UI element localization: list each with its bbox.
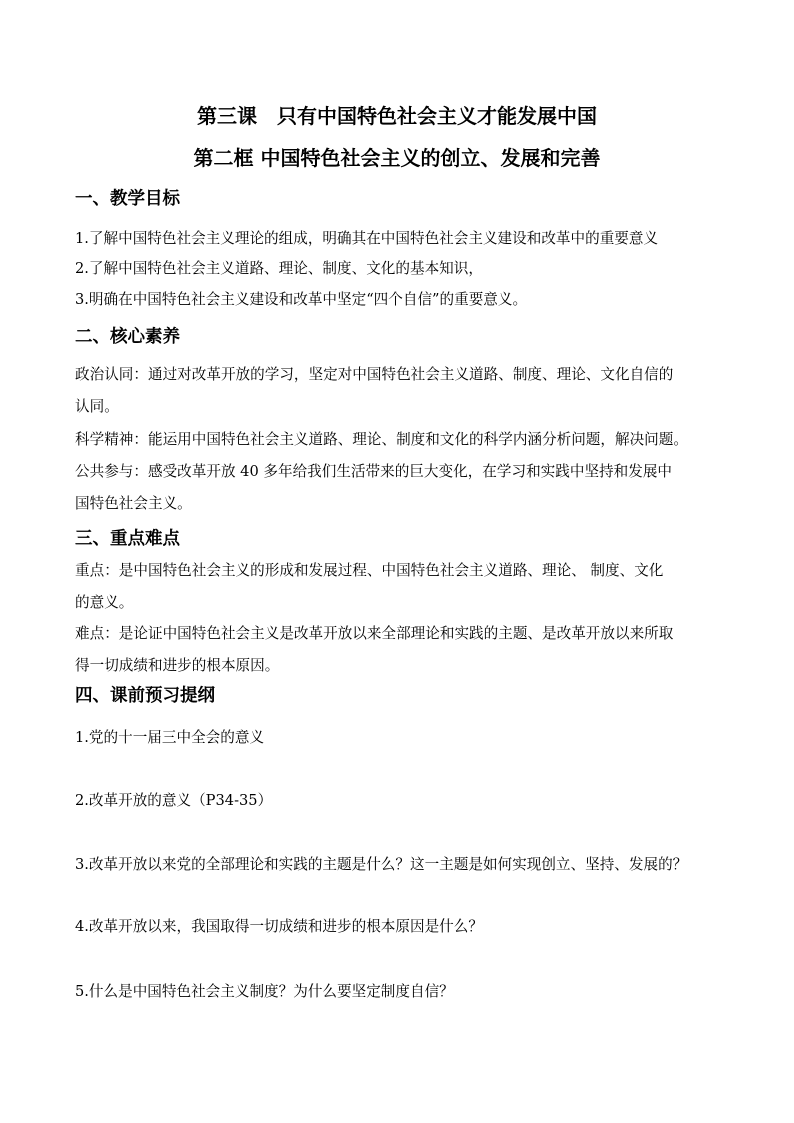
objective-item: 1.了解中国特色社会主义理论的组成，明确其在中国特色社会主义建设和改革中的重要意义 [75, 230, 659, 247]
difficulty-line: 难点：是论证中国特色社会主义是改革开放以来全部理论和实践的主题、是改革开放以来所取 [75, 625, 674, 642]
literacy-line: 认同。 [75, 398, 119, 415]
literacy-line: 政治认同：通过对改革开放的学习，坚定对中国特色社会主义道路、制度、理论、文化自信的 [75, 366, 674, 383]
outline-item: 2.改革开放的意义（P34-35） [75, 792, 273, 809]
difficulty-line: 得一切成绩和进步的根本原因。 [75, 657, 280, 674]
objective-item: 3.明确在中国特色社会主义建设和改革中坚定“四个自信”的重要意义。 [75, 291, 528, 308]
outline-item: 3.改革开放以来党的全部理论和实践的主题是什么？这一主题是如何实现创立、坚持、发展的？ [75, 856, 688, 873]
objective-item: 2.了解中国特色社会主义道路、理论、制度、文化的基本知识， [75, 260, 483, 277]
outline-item: 1.党的十一届三中全会的意义 [75, 729, 265, 746]
heading-teaching-objectives: 一、教学目标 [75, 189, 180, 209]
key-point-line: 重点：是中国特色社会主义的形成和发展过程、中国特色社会主义道路、理论、 制度、文化 [75, 562, 664, 579]
heading-core-literacy: 二、核心素养 [75, 327, 180, 347]
heading-key-difficulties: 三、重点难点 [75, 529, 180, 549]
literacy-line: 国特色社会主义。 [75, 495, 192, 512]
lesson-title: 第三课 只有中国特色社会主义才能发展中国 [197, 104, 597, 128]
literacy-line: 科学精神：能运用中国特色社会主义道路、理论、制度和文化的科学内涵分析问题，解决问题。 [75, 431, 688, 448]
section-title: 第二框 中国特色社会主义的创立、发展和完善 [193, 146, 601, 170]
heading-preview-outline: 四、课前预习提纲 [75, 686, 215, 706]
key-point-line: 的意义。 [75, 594, 134, 611]
outline-item: 4.改革开放以来，我国取得一切成绩和进步的根本原因是什么？ [75, 918, 483, 935]
literacy-line: 公共参与：感受改革开放 40 多年给我们生活带来的巨大变化，在学习和实践中坚持和发展中 [75, 463, 673, 480]
outline-item: 5.什么是中国特色社会主义制度？为什么要坚定制度自信？ [75, 983, 454, 1000]
